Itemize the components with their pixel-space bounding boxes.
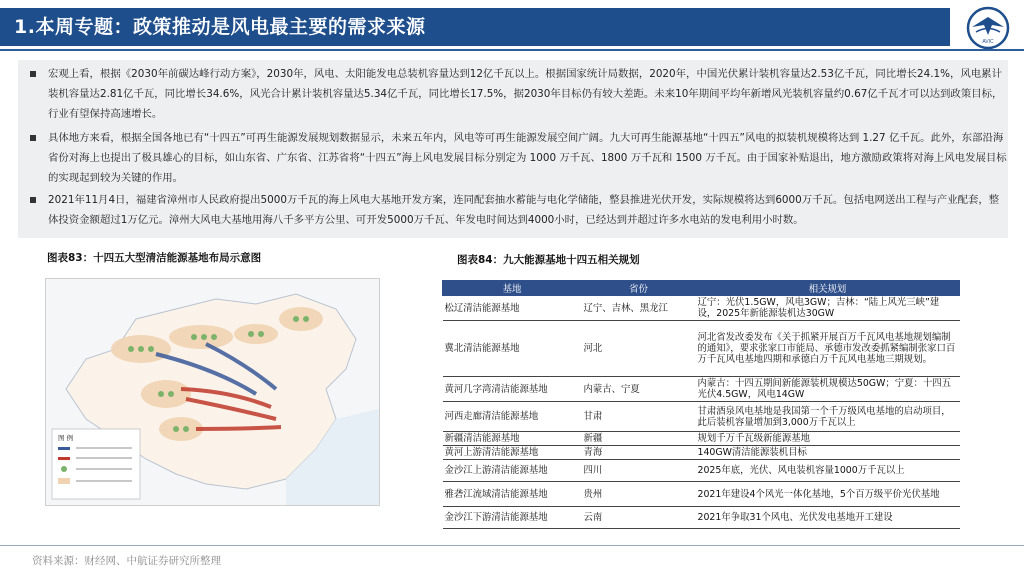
- table-row: [443, 460, 960, 482]
- province-cell: 新疆: [582, 432, 696, 446]
- plan-cell: 2025年底，光伏、风电装机容量1000万千瓦以上: [696, 460, 960, 482]
- province-cell: 青海: [582, 446, 696, 460]
- base-cell: 金沙江下游清洁能源基地: [443, 507, 582, 529]
- bullet-text: 宏观上看，根据《2030年前碳达峰行动方案》，2030年，风电、太阳能发电总装机容量达到12亿千瓦以上。根据国家统计局数据，2020年，中国光伏累计装机容量达2.53亿千瓦，同比增长24.1%，风电累计装机容量达2.81亿千瓦，同比增长34.6%，风光合计累计装机容量达5.34亿千瓦，同比增长17.5%，据2030年目标仍有较大差距。未来10年期间平均年新增风光装机容量约0.67亿千瓦才可以达到政策目标，行业有望保持高速增长。: [48, 68, 1003, 120]
- table-row: [443, 432, 960, 446]
- header-rule: [0, 49, 1024, 51]
- base-cell: 黄河上游清洁能源基地: [443, 446, 582, 460]
- plan-table: [442, 280, 960, 529]
- avic-logo: [962, 5, 1014, 51]
- province-cell: 辽宁、吉林、黑龙江: [582, 296, 696, 321]
- page-title: 1.本周专题：政策推动是风电最主要的需求来源: [14, 16, 426, 38]
- figure-caption-right: 图表84：九大能源基地十四五相关规划: [457, 254, 640, 266]
- footer-rule: [0, 545, 1024, 546]
- province-cell: 内蒙古、宁夏: [582, 377, 696, 402]
- plan-cell: 甘肃酒泉风电基地是我国第一个千万级风电基地的启动项目，此后装机容量增加到3,000万千瓦以上: [696, 402, 960, 432]
- base-cell: 新疆清洁能源基地: [443, 432, 582, 446]
- table-row: [443, 446, 960, 460]
- summary-box: [18, 60, 1008, 238]
- base-cell: 雅砻江流域清洁能源基地: [443, 482, 582, 507]
- base-cell: 河西走廊清洁能源基地: [443, 402, 582, 432]
- source-note: 资料来源：财经网、中航证券研究所整理: [32, 555, 221, 567]
- table-row: [443, 507, 960, 529]
- table-row: [443, 321, 960, 377]
- base-cell: 金沙江上游清洁能源基地: [443, 460, 582, 482]
- table-row: [443, 377, 960, 402]
- column-header: 省份: [582, 281, 696, 296]
- table-row: [443, 482, 960, 507]
- bullet-square-icon: [30, 197, 36, 203]
- province-cell: 贵州: [582, 482, 696, 507]
- province-cell: 河北: [582, 321, 696, 377]
- table-row: [443, 402, 960, 432]
- figure-caption-left: 图表83：十四五大型清洁能源基地布局示意图: [47, 252, 262, 264]
- header: [0, 0, 1024, 54]
- base-cell: 冀北清洁能源基地: [443, 321, 582, 377]
- plan-cell: 河北省发改委发布《关于抓紧开展百万千瓦风电基地规划编制的通知》，要求张家口市能局、承德市发改委抓紧编制张家口百万千瓦风电基地四期和承德白万千瓦风电基地三期规划。: [696, 321, 960, 377]
- china-map-figure: [45, 278, 380, 506]
- table-row: [443, 296, 960, 321]
- bullet-square-icon: [30, 71, 36, 77]
- bullet-text: 具体地方来看，根据全国各地已有“十四五”可再生能源发展规划数据显示，未来五年内，风电等可再生能源发展空间广阔。九大可再生能源基地“十四五”风电的拟装机规模将达到 1.27 亿千瓦。此外，东部沿海省份对海上也提出了极具雄心的目标，如山东省、广东省、江苏省将“十四五”海上风电发展目标分别定为 1000 万千瓦、1800 万千瓦和 1500 万千瓦。由于国家补贴退出，地方激励政策将对海上风电发展目标的实现起到较为关键的作用。: [48, 132, 1007, 184]
- province-cell: 四川: [582, 460, 696, 482]
- bullet-square-icon: [30, 135, 36, 141]
- plan-cell: 2021年建设4个风光一体化基地，5个百万级平价光伏基地: [696, 482, 960, 507]
- plan-cell: 规划千万千瓦级新能源基地: [696, 432, 960, 446]
- legend-title: 图 例: [58, 434, 74, 442]
- plan-cell: 140GW清洁能源装机目标: [696, 446, 960, 460]
- map-illustration: [46, 279, 379, 505]
- plan-cell: 内蒙古：十四五期间新能源装机规模达50GW；宁夏：十四五光伏4.5GW，风电14GW: [696, 377, 960, 402]
- plan-cell: 2021年争取31个风电、光伏发电基地开工建设: [696, 507, 960, 529]
- plan-cell: 辽宁：光伏1.5GW，风电3GW；吉林：“陆上风光三峡”建设，2025年新能源装机达30GW: [696, 296, 960, 321]
- column-header: 基地: [443, 281, 582, 296]
- province-cell: 云南: [582, 507, 696, 529]
- column-header: 相关规划: [696, 281, 960, 296]
- province-cell: 甘肃: [582, 402, 696, 432]
- bullet-text: 2021年11月4日，福建省漳州市人民政府提出5000万千瓦的海上风电大基地开发方案，连同配套抽水蓄能与电化学储能，整县推进光伏开发，实际规模将达到6000万千瓦。包括电网送出工程与产业配套，整体投资金额超过1万亿元。漳州大风电大基地用海八千多平方公里、可开发5000万千瓦、年发电时间达到4000小时，已经达到并超过许多水电站的发电利用小时数。: [48, 194, 1000, 226]
- base-cell: 黄河几字湾清洁能源基地: [443, 377, 582, 402]
- table-header-row: [443, 281, 960, 296]
- logo-text: AVIC: [982, 39, 994, 45]
- base-cell: 松辽清洁能源基地: [443, 296, 582, 321]
